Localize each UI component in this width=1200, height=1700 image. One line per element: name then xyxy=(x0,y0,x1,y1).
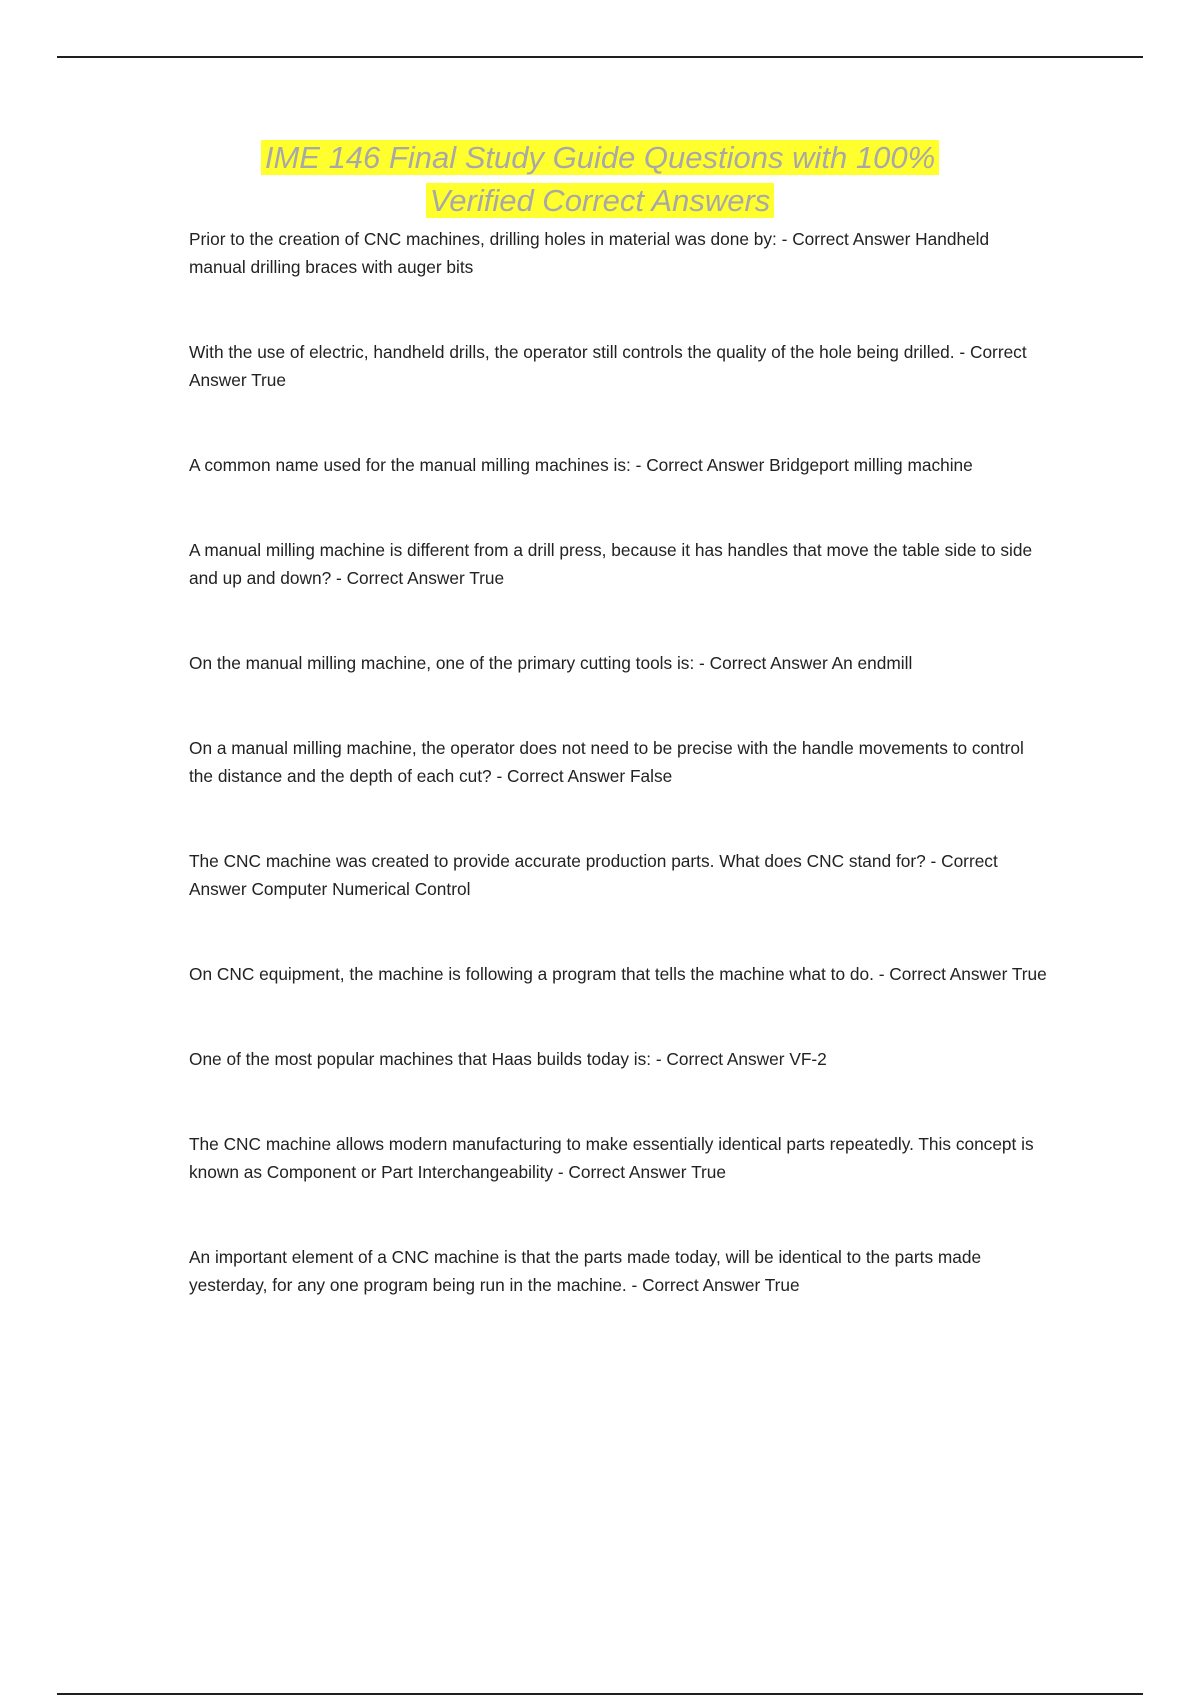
question-text: An important element of a CNC machine is that the parts made today, will be identical to the parts made yesterday, for any one program being run in the machine. xyxy=(189,1247,982,1295)
qa-item xyxy=(189,1045,1049,1073)
title-line-2: Verified Correct Answers xyxy=(426,183,775,218)
answer-text: An endmill xyxy=(831,653,913,673)
answer-separator: - Correct Answer xyxy=(189,851,998,899)
answer-text: True xyxy=(1011,964,1047,984)
answer-text: Bridgeport milling machine xyxy=(769,455,973,475)
question-text: With the use of electric, handheld drills, the operator still controls the quality of the hole being drilled. xyxy=(189,342,955,362)
answer-separator: - Correct Answer xyxy=(651,1049,790,1069)
title-line-1: IME 146 Final Study Guide Questions with 100% xyxy=(261,140,939,175)
qa-item xyxy=(189,1243,1049,1299)
question-text: The CNC machine allows modern manufacturing to make essentially identical parts repeatedly. This concept is known as Component or Part Interchangeability xyxy=(189,1134,1034,1182)
qa-item xyxy=(189,734,1049,790)
bottom-rule xyxy=(57,1693,1143,1695)
question-text: On CNC equipment, the machine is following a program that tells the machine what to do. xyxy=(189,964,874,984)
answer-separator: - Correct Answer xyxy=(873,964,1012,984)
answer-text: False xyxy=(629,766,673,786)
answer-separator: - Correct Answer xyxy=(776,229,916,249)
qa-item xyxy=(189,847,1049,903)
qa-item xyxy=(189,536,1049,592)
answer-separator: - Correct Answer xyxy=(630,455,770,475)
answer-text: VF-2 xyxy=(789,1049,827,1069)
document-title xyxy=(0,136,1200,222)
answer-text: True xyxy=(691,1162,726,1182)
answer-separator: - Correct Answer xyxy=(491,766,630,786)
answer-text: True xyxy=(251,370,287,390)
top-rule xyxy=(57,56,1143,58)
question-text: On a manual milling machine, the operator does not need to be precise with the handle movements to control the distance and the depth of each cut? xyxy=(189,738,1024,786)
answer-separator: - Correct Answer xyxy=(694,653,832,673)
qa-item xyxy=(189,338,1049,394)
answer-text: True xyxy=(469,568,505,588)
answer-text: Computer Numerical Control xyxy=(251,879,471,899)
question-text: A manual milling machine is different from a drill press, because it has handles that move the table side to side and up and down? xyxy=(189,540,1033,588)
qa-item xyxy=(189,649,1049,677)
qa-item xyxy=(189,1130,1049,1186)
question-text: One of the most popular machines that Haas builds today is: xyxy=(189,1049,652,1069)
question-text: The CNC machine was created to provide accurate production parts. What does CNC stand for? xyxy=(189,851,926,871)
question-text: A common name used for the manual milling machines is: xyxy=(189,455,631,475)
answer-text: Handheld manual drilling braces with auger bits xyxy=(189,229,990,277)
answer-separator: - Correct Answer xyxy=(189,342,1027,390)
question-text: On the manual milling machine, one of the primary cutting tools is: xyxy=(189,653,695,673)
answer-text: True xyxy=(764,1275,800,1295)
answer-separator: - Correct Answer xyxy=(626,1275,765,1295)
answer-separator: - Correct Answer xyxy=(331,568,470,588)
qa-item xyxy=(189,225,1049,281)
question-answer-list xyxy=(189,225,1049,1356)
answer-separator: - Correct Answer xyxy=(553,1162,692,1182)
question-text: Prior to the creation of CNC machines, drilling holes in material was done by: xyxy=(189,229,777,249)
qa-item xyxy=(189,960,1049,988)
qa-item xyxy=(189,451,1049,479)
